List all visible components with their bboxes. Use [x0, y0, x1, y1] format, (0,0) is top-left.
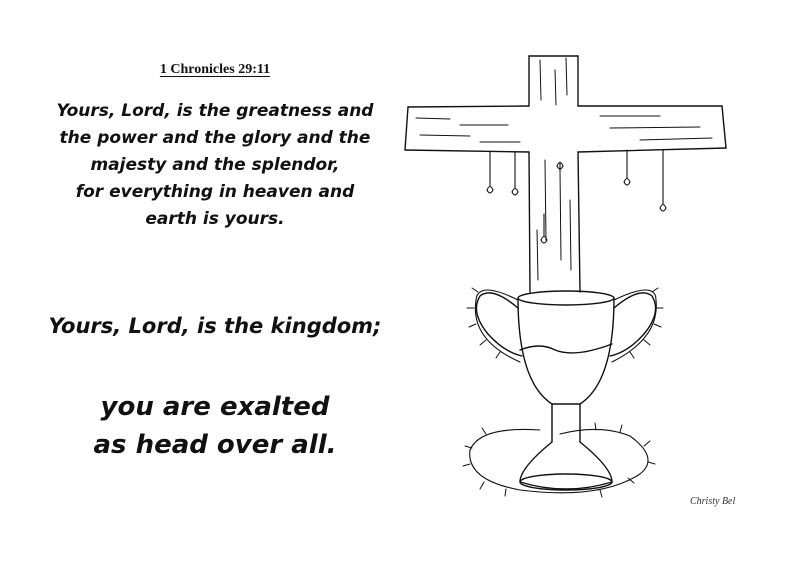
chalice-icon	[476, 291, 655, 490]
verse-line: majesty and the splendor,	[90, 155, 340, 175]
exalted-line: you are exalted	[100, 392, 330, 422]
scripture-panel	[40, 0, 390, 565]
crown-of-thorns-icon	[463, 288, 663, 497]
cross-and-chalice-illustration	[400, 50, 740, 510]
verse-line: for everything in heaven and	[75, 182, 355, 202]
kingdom-line: Yours, Lord, is the kingdom;	[48, 314, 382, 338]
exalted-text	[40, 388, 390, 464]
scripture-reference: 1 Chronicles 29:11	[159, 62, 271, 77]
cross-icon	[405, 56, 726, 292]
exalted-line: as head over all.	[93, 430, 337, 460]
artist-signature: Christy Bel	[690, 496, 736, 507]
verse-text	[40, 98, 390, 233]
verse-line: earth is yours.	[145, 209, 285, 229]
verse-line: Yours, Lord, is the greatness and	[56, 101, 374, 121]
verse-line: the power and the glory and the	[59, 128, 371, 148]
